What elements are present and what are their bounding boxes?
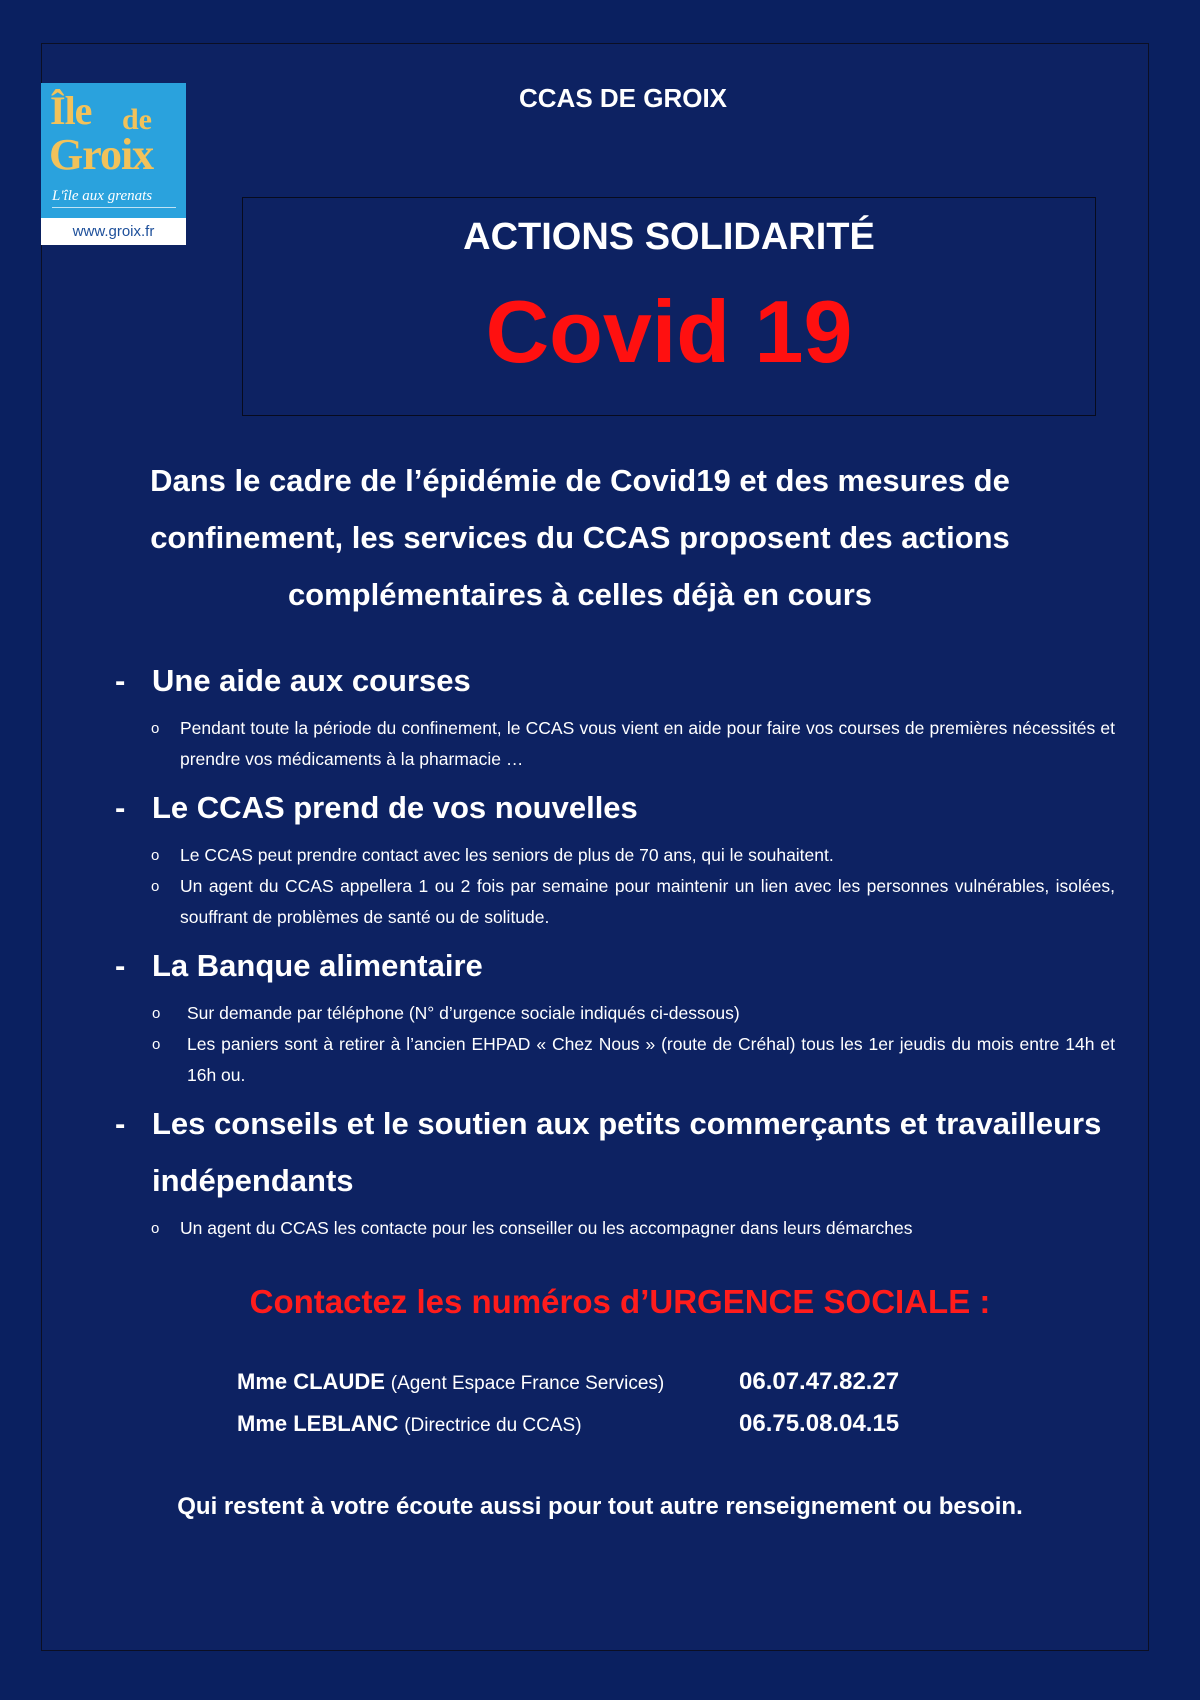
bullet-text: Les paniers sont à retirer à l’ancien EHPAD « Chez Nous » (route de Créhal) tous les 1er jeudis du mois entre 14h et 16h ou. <box>187 1034 1115 1085</box>
list-item <box>115 840 1115 871</box>
bullet-circle-icon: o <box>151 847 160 864</box>
bullet-circle-icon: o <box>152 1036 161 1053</box>
footer-note: Qui restent à votre écoute aussi pour tout autre renseignement ou besoin. <box>177 1493 1023 1520</box>
logo-divider <box>52 207 176 208</box>
bullet-text: Pendant toute la période du confinement, le CCAS vous vient en aide pour faire vos courses de premières nécessités et prendre vos médicaments à la pharmacie … <box>180 718 1115 769</box>
logo-ile-text: Île <box>50 88 92 133</box>
bullet-list <box>115 998 1115 1091</box>
section-dash: - <box>115 790 126 825</box>
headline-covid: Covid 19 <box>485 282 853 381</box>
contact-name: Mme CLAUDE <box>237 1369 385 1394</box>
section-dash: - <box>115 663 126 698</box>
intro-paragraph: Dans le cadre de l’épidémie de Covid19 et des mesures de confinement, les services du CCAS proposent des actions complémentaires à celles déjà en cours <box>150 463 1010 612</box>
bullet-circle-icon: o <box>152 1005 161 1022</box>
section-heading <box>115 937 1115 994</box>
bullet-list <box>115 840 1115 933</box>
bullet-circle-icon: o <box>151 878 160 895</box>
organization-name: CCAS DE GROIX <box>518 83 728 113</box>
section-food-bank <box>115 937 1115 1091</box>
contact-heading: Contactez les numéros d’URGENCE SOCIALE : <box>249 1283 991 1320</box>
section-heading <box>115 652 1115 709</box>
list-item <box>115 998 1115 1029</box>
title-box <box>242 197 1096 416</box>
section-heading <box>115 1095 1115 1209</box>
bullet-text: Un agent du CCAS appellera 1 ou 2 fois par semaine pour maintenir un lien avec les personnes vulnérables, isolées, souffrant de problèmes de santé ou de solitude. <box>180 876 1115 927</box>
logo-tagline: L'île aux grenats <box>52 188 153 204</box>
contact-row-claude <box>237 1363 1037 1401</box>
section-shopping-help <box>115 652 1115 775</box>
section-title: La Banque alimentaire <box>152 948 483 983</box>
section-heading <box>115 779 1115 836</box>
bullet-text: Un agent du CCAS les contacte pour les conseiller ou les accompagner dans leurs démarches <box>180 1218 913 1238</box>
section-check-in <box>115 779 1115 933</box>
logo-url: www.groix.fr <box>41 218 186 245</box>
page-title: ACTIONS SOLIDARITÉ <box>463 216 875 258</box>
section-title: Les conseils et le soutien aux petits commerçants et travailleurs indépendants <box>152 1106 1102 1198</box>
section-title: Une aide aux courses <box>152 663 471 698</box>
bullet-list <box>115 1213 1115 1244</box>
bullet-text: Le CCAS peut prendre contact avec les seniors de plus de 70 ans, qui le souhaitent. <box>180 845 834 865</box>
contact-role: (Agent Espace France Services) <box>390 1373 665 1394</box>
actions-list <box>115 652 1115 1248</box>
bullet-text: Sur demande par téléphone (N° d’urgence sociale indiqués ci-dessous) <box>187 1003 740 1023</box>
section-business-support <box>115 1095 1115 1244</box>
list-item <box>115 1029 1115 1091</box>
bullet-list <box>115 713 1115 775</box>
contact-role: (Directrice du CCAS) <box>404 1415 582 1436</box>
list-item <box>115 1213 1115 1244</box>
section-dash: - <box>115 1106 126 1141</box>
logo-de-text: de <box>122 103 152 136</box>
list-item <box>115 871 1115 933</box>
contact-name: Mme LEBLANC <box>237 1411 399 1436</box>
section-dash: - <box>115 948 126 983</box>
ile-de-groix-logo <box>41 83 186 245</box>
contact-row-leblanc <box>237 1405 1037 1443</box>
list-item <box>115 713 1115 775</box>
bullet-circle-icon: o <box>151 720 160 737</box>
bullet-circle-icon: o <box>151 1220 160 1237</box>
contact-phone[interactable]: 06.75.08.04.15 <box>739 1410 900 1437</box>
section-title: Le CCAS prend de vos nouvelles <box>152 790 638 825</box>
logo-groix-text: Groix <box>49 130 154 179</box>
contact-phone[interactable]: 06.07.47.82.27 <box>739 1368 900 1395</box>
